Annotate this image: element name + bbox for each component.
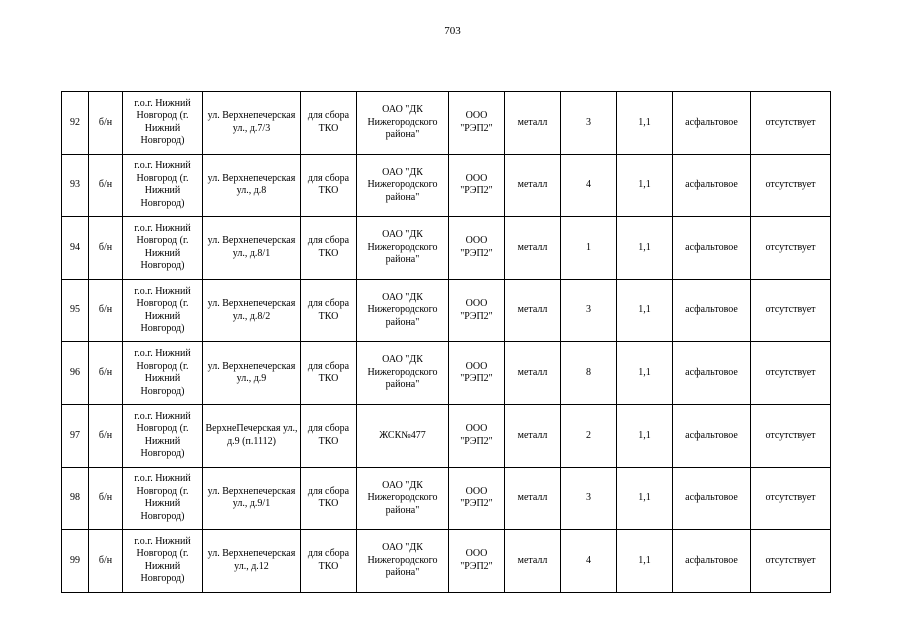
owner-cell: ОАО "ДК Нижегородского района"	[357, 92, 449, 155]
container-count-cell: 3	[561, 279, 617, 342]
bn-cell: б/н	[89, 404, 123, 467]
locality-cell: г.о.г. Нижний Новгород (г. Нижний Новгород)	[123, 154, 203, 217]
bn-cell: б/н	[89, 92, 123, 155]
container-count-cell: 4	[561, 154, 617, 217]
table-row	[62, 279, 831, 342]
owner-cell: ОАО "ДК Нижегородского района"	[357, 530, 449, 593]
fence-cell: отсутствует	[751, 467, 831, 530]
material-cell: металл	[505, 217, 561, 280]
material-cell: металл	[505, 279, 561, 342]
surface-cell: асфальтовое	[673, 154, 751, 217]
material-cell: металл	[505, 530, 561, 593]
material-cell: металл	[505, 467, 561, 530]
row-number-cell: 98	[62, 467, 89, 530]
operator-cell: ООО "РЭП2"	[449, 279, 505, 342]
locality-cell: г.о.г. Нижний Новгород (г. Нижний Новгород)	[123, 279, 203, 342]
fence-cell: отсутствует	[751, 217, 831, 280]
operator-cell: ООО "РЭП2"	[449, 530, 505, 593]
purpose-cell: для сбора ТКО	[301, 92, 357, 155]
locality-cell: г.о.г. Нижний Новгород (г. Нижний Новгород)	[123, 404, 203, 467]
row-number-cell: 97	[62, 404, 89, 467]
row-number-cell: 93	[62, 154, 89, 217]
owner-cell: ОАО "ДК Нижегородского района"	[357, 279, 449, 342]
bn-cell: б/н	[89, 467, 123, 530]
surface-cell: асфальтовое	[673, 530, 751, 593]
fence-cell: отсутствует	[751, 154, 831, 217]
volume-cell: 1,1	[617, 92, 673, 155]
material-cell: металл	[505, 154, 561, 217]
address-cell: ВерхнеПечерская ул., д.9 (п.1112)	[203, 404, 301, 467]
registry-table	[61, 91, 831, 593]
volume-cell: 1,1	[617, 217, 673, 280]
surface-cell: асфальтовое	[673, 404, 751, 467]
container-count-cell: 1	[561, 217, 617, 280]
bn-cell: б/н	[89, 154, 123, 217]
bn-cell: б/н	[89, 530, 123, 593]
table-body	[62, 92, 831, 593]
owner-cell: ОАО "ДК Нижегородского района"	[357, 217, 449, 280]
fence-cell: отсутствует	[751, 530, 831, 593]
purpose-cell: для сбора ТКО	[301, 279, 357, 342]
operator-cell: ООО "РЭП2"	[449, 92, 505, 155]
container-count-cell: 4	[561, 530, 617, 593]
volume-cell: 1,1	[617, 342, 673, 405]
table-row	[62, 467, 831, 530]
surface-cell: асфальтовое	[673, 279, 751, 342]
row-number-cell: 99	[62, 530, 89, 593]
owner-cell: ОАО "ДК Нижегородского района"	[357, 154, 449, 217]
volume-cell: 1,1	[617, 530, 673, 593]
table-row	[62, 92, 831, 155]
volume-cell: 1,1	[617, 279, 673, 342]
container-count-cell: 2	[561, 404, 617, 467]
address-cell: ул. Верхнепечерская ул., д.8	[203, 154, 301, 217]
table-row	[62, 530, 831, 593]
surface-cell: асфальтовое	[673, 467, 751, 530]
locality-cell: г.о.г. Нижний Новгород (г. Нижний Новгород)	[123, 530, 203, 593]
purpose-cell: для сбора ТКО	[301, 217, 357, 280]
row-number-cell: 92	[62, 92, 89, 155]
material-cell: металл	[505, 404, 561, 467]
bn-cell: б/н	[89, 342, 123, 405]
fence-cell: отсутствует	[751, 404, 831, 467]
bn-cell: б/н	[89, 217, 123, 280]
fence-cell: отсутствует	[751, 92, 831, 155]
row-number-cell: 96	[62, 342, 89, 405]
address-cell: ул. Верхнепечерская ул., д.8/1	[203, 217, 301, 280]
bn-cell: б/н	[89, 279, 123, 342]
table-row	[62, 342, 831, 405]
table-row	[62, 404, 831, 467]
fence-cell: отсутствует	[751, 342, 831, 405]
operator-cell: ООО "РЭП2"	[449, 467, 505, 530]
address-cell: ул. Верхнепечерская ул., д.9	[203, 342, 301, 405]
owner-cell: ОАО "ДК Нижегородского района"	[357, 342, 449, 405]
address-cell: ул. Верхнепечерская ул., д.7/3	[203, 92, 301, 155]
purpose-cell: для сбора ТКО	[301, 530, 357, 593]
owner-cell: ЖСК№477	[357, 404, 449, 467]
surface-cell: асфальтовое	[673, 92, 751, 155]
page-number: 703	[444, 25, 461, 37]
row-number-cell: 94	[62, 217, 89, 280]
volume-cell: 1,1	[617, 154, 673, 217]
surface-cell: асфальтовое	[673, 342, 751, 405]
table-row	[62, 154, 831, 217]
container-count-cell: 8	[561, 342, 617, 405]
table-row	[62, 217, 831, 280]
locality-cell: г.о.г. Нижний Новгород (г. Нижний Новгород)	[123, 342, 203, 405]
container-count-cell: 3	[561, 467, 617, 530]
locality-cell: г.о.г. Нижний Новгород (г. Нижний Новгород)	[123, 217, 203, 280]
operator-cell: ООО "РЭП2"	[449, 342, 505, 405]
operator-cell: ООО "РЭП2"	[449, 154, 505, 217]
owner-cell: ОАО "ДК Нижегородского района"	[357, 467, 449, 530]
volume-cell: 1,1	[617, 404, 673, 467]
locality-cell: г.о.г. Нижний Новгород (г. Нижний Новгород)	[123, 467, 203, 530]
row-number-cell: 95	[62, 279, 89, 342]
locality-cell: г.о.г. Нижний Новгород (г. Нижний Новгород)	[123, 92, 203, 155]
purpose-cell: для сбора ТКО	[301, 404, 357, 467]
volume-cell: 1,1	[617, 467, 673, 530]
material-cell: металл	[505, 342, 561, 405]
surface-cell: асфальтовое	[673, 217, 751, 280]
container-count-cell: 3	[561, 92, 617, 155]
purpose-cell: для сбора ТКО	[301, 342, 357, 405]
operator-cell: ООО "РЭП2"	[449, 217, 505, 280]
address-cell: ул. Верхнепечерская ул., д.12	[203, 530, 301, 593]
purpose-cell: для сбора ТКО	[301, 154, 357, 217]
address-cell: ул. Верхнепечерская ул., д.8/2	[203, 279, 301, 342]
address-cell: ул. Верхнепечерская ул., д.9/1	[203, 467, 301, 530]
material-cell: металл	[505, 92, 561, 155]
purpose-cell: для сбора ТКО	[301, 467, 357, 530]
fence-cell: отсутствует	[751, 279, 831, 342]
operator-cell: ООО "РЭП2"	[449, 404, 505, 467]
